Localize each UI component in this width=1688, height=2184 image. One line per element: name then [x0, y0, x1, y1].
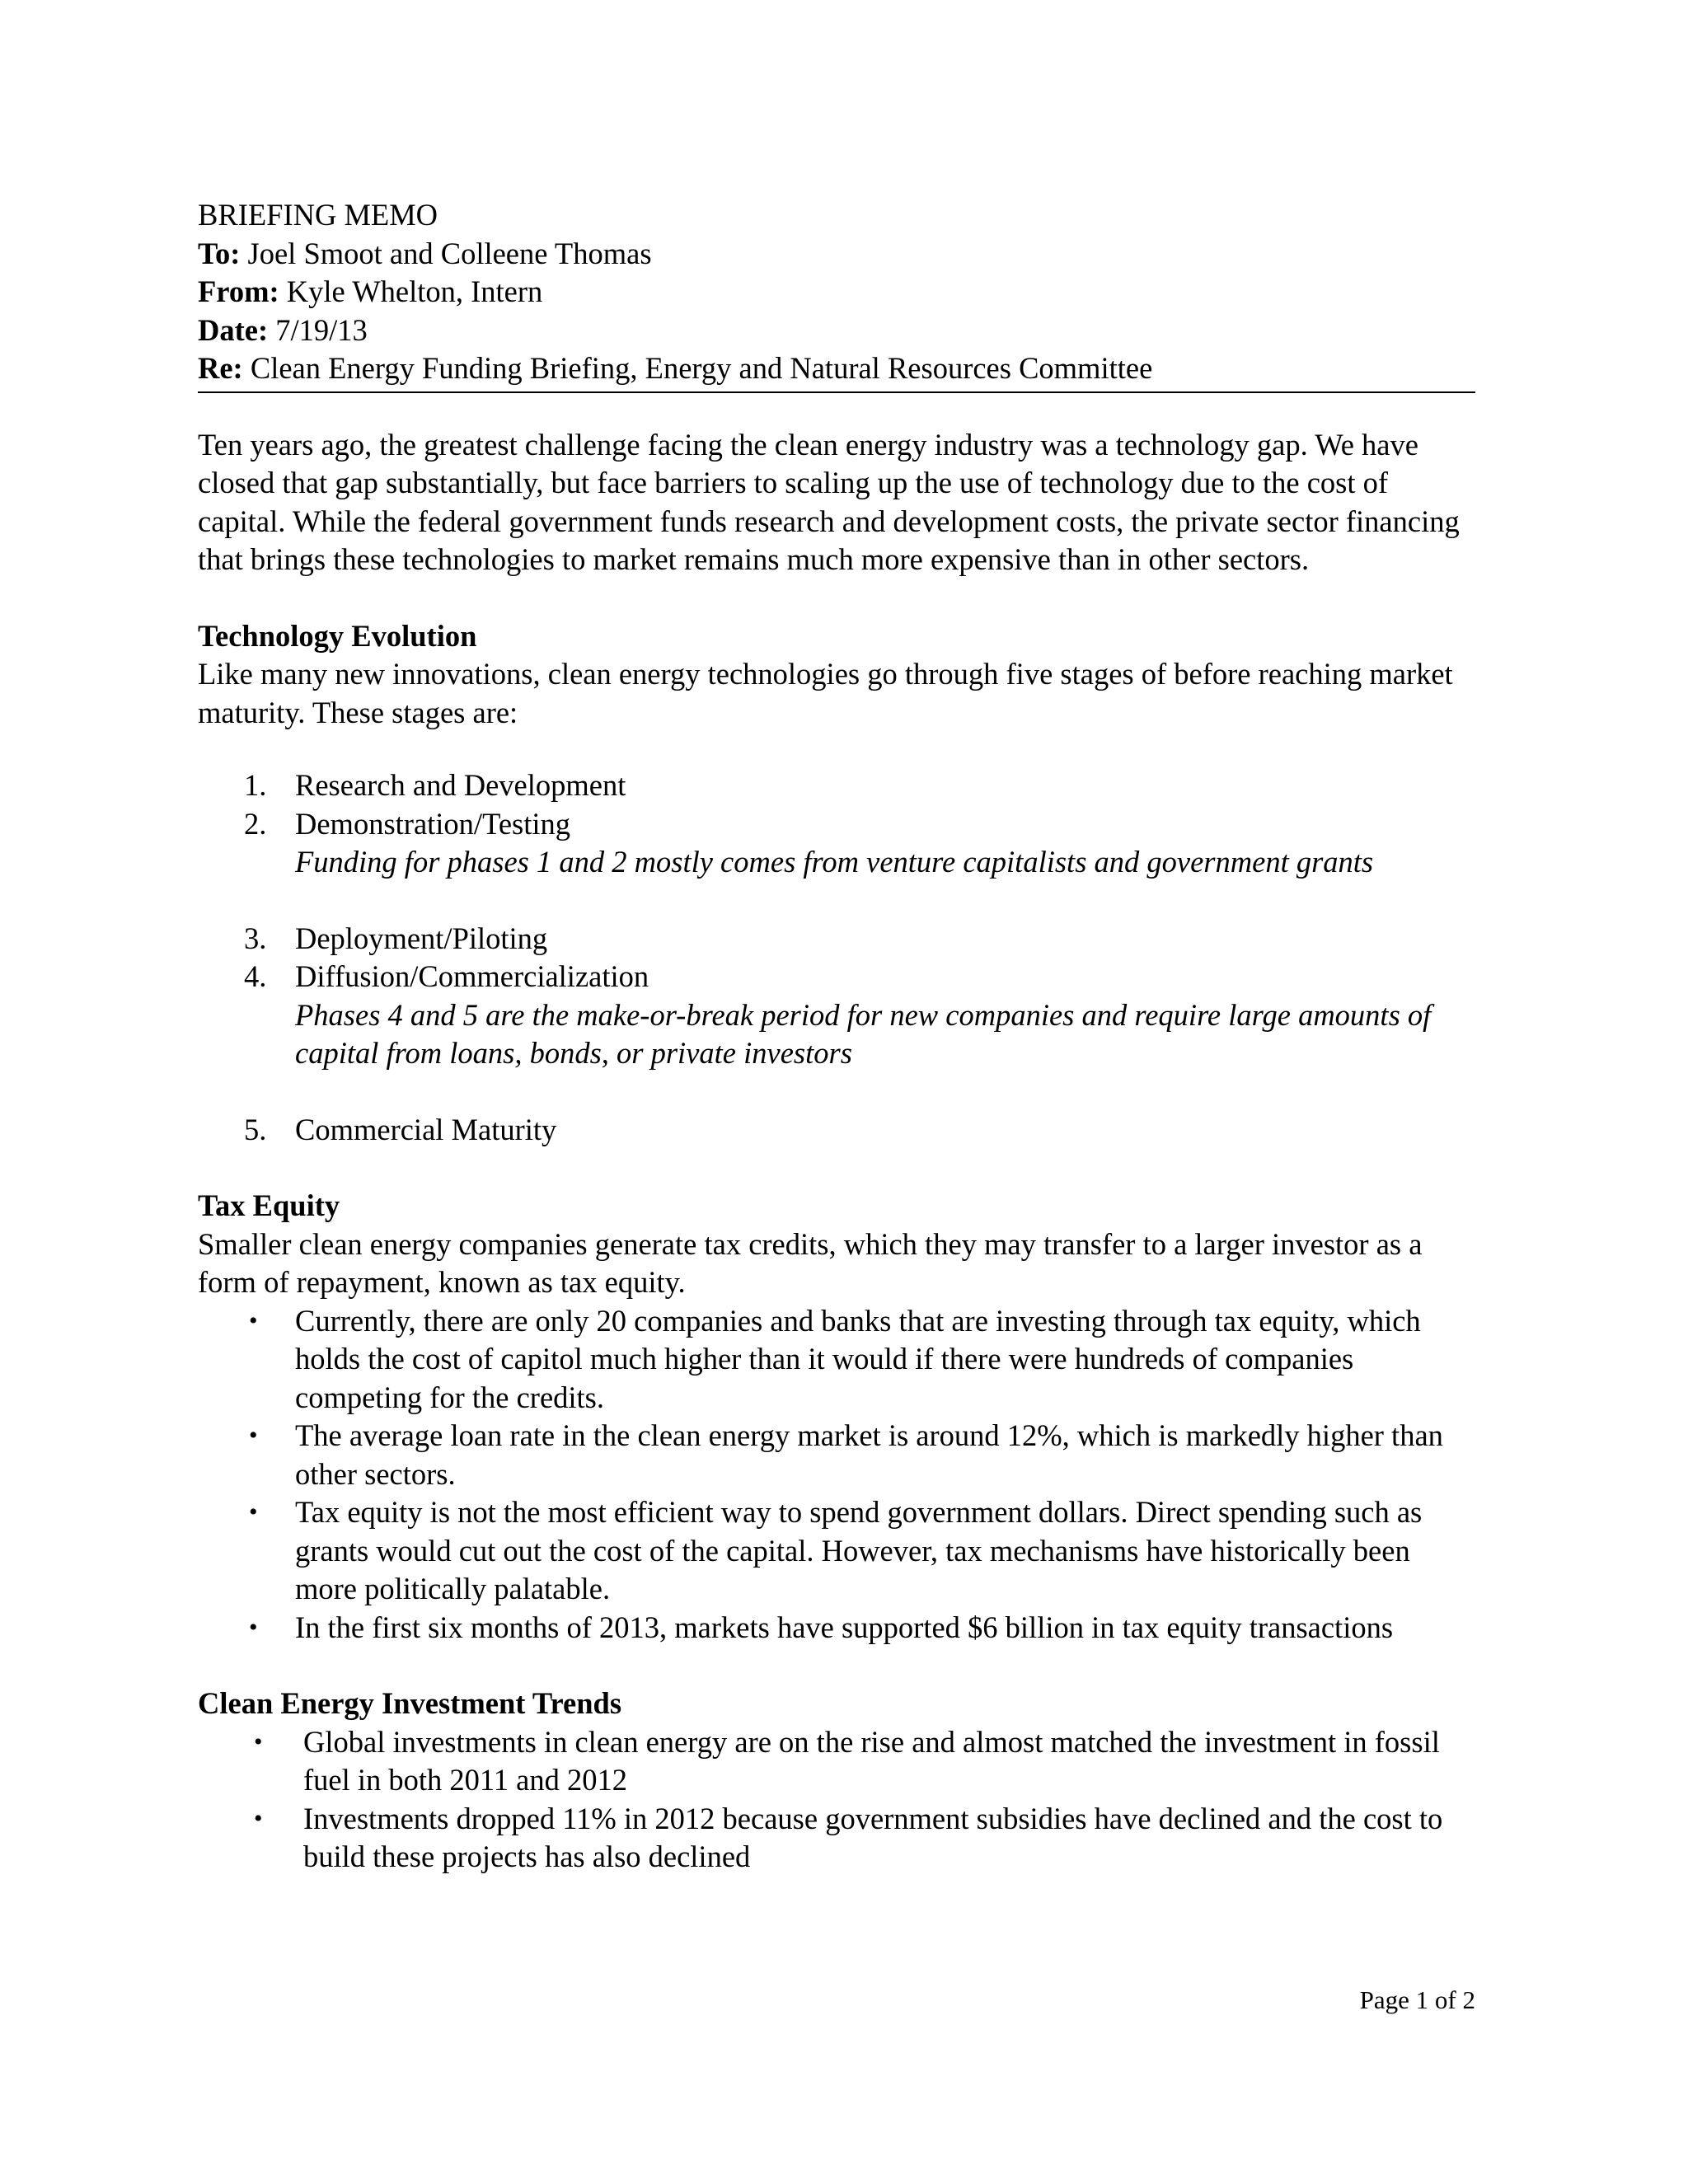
stage-label: Diffusion/Commercialization	[295, 959, 649, 993]
stage-label: Research and Development	[295, 768, 626, 802]
stages-list	[198, 766, 1475, 1149]
list-spacer	[198, 882, 1475, 920]
bullet-text: The average loan rate in the clean energy market is around 12%, which is markedly higher than other sectors.	[295, 1418, 1443, 1491]
to-label: To:	[198, 236, 241, 270]
date-line	[198, 312, 1475, 350]
stage-number: 2.	[244, 806, 267, 841]
header-divider	[198, 391, 1475, 393]
memo-title: BRIEFING MEMO	[198, 198, 438, 232]
list-item	[198, 958, 1475, 1073]
stage-label: Commercial Maturity	[295, 1112, 557, 1146]
stage-number: 5.	[244, 1112, 267, 1146]
stage-number: 3.	[244, 921, 267, 955]
bullet-text: In the first six months of 2013, markets have supported $6 billion in tax equity transactions	[295, 1610, 1394, 1644]
trends-section	[198, 1685, 1475, 1877]
intro-paragraph: Ten years ago, the greatest challenge facing the clean energy industry was a technology gap. We have closed that gap substantially, but face barriers to scaling up the use of technology due to the cost of capital. While the federal government funds research and development costs, the private sector financing that brings these technologies to market remains much more expensive than in other sectors.	[198, 427, 1460, 576]
list-item	[198, 1723, 1474, 1800]
list-item	[198, 1800, 1474, 1877]
date-value: 7/19/13	[268, 312, 368, 347]
list-item	[198, 1493, 1465, 1609]
bullet-icon: •	[249, 1306, 258, 1334]
trends-heading: Clean Energy Investment Trends	[198, 1686, 622, 1720]
date-label: Date:	[198, 312, 269, 347]
page-number: Page 1 of 2	[1359, 1985, 1475, 2014]
bullet-icon: •	[249, 1422, 258, 1449]
from-label: From:	[198, 274, 279, 308]
list-item	[198, 1111, 1475, 1150]
bullet-icon: •	[249, 1613, 258, 1641]
bullet-text: Currently, there are only 20 companies and banks that are investing through tax equity, which holds the cost of capitol much higher than it would if there were hundreds of companies competing for the credits.	[295, 1303, 1421, 1414]
list-item	[198, 920, 1475, 958]
stage-label: Deployment/Piloting	[295, 921, 548, 955]
trends-bullets	[198, 1723, 1475, 1877]
tax-equity-section	[198, 1187, 1475, 1647]
stage-label: Demonstration/Testing	[295, 806, 571, 841]
bullet-icon: •	[254, 1804, 263, 1832]
list-item	[198, 1609, 1465, 1647]
from-line	[198, 273, 1475, 312]
tax-equity-heading: Tax Equity	[198, 1188, 340, 1222]
tax-equity-bullets	[198, 1302, 1475, 1647]
memo-page	[198, 196, 1475, 1877]
technology-heading: Technology Evolution	[198, 618, 477, 653]
re-value: Clean Energy Funding Briefing, Energy and Natural Resources Committee	[242, 351, 1153, 385]
technology-text: Like many new innovations, clean energy technologies go through five stages of before reaching market maturity. These stages are:	[198, 657, 1453, 729]
memo-header	[198, 196, 1475, 393]
from-value: Kyle Whelton, Intern	[279, 274, 543, 308]
stage-note: Funding for phases 1 and 2 mostly comes from venture capitalists and government grants	[295, 845, 1374, 879]
bullet-icon: •	[254, 1727, 263, 1755]
stage-number: 1.	[244, 768, 267, 802]
list-item	[198, 1417, 1465, 1493]
list-item	[198, 766, 1475, 805]
bullet-text: Tax equity is not the most efficient way to spend government dollars. Direct spending such as grants would cut out the cost of the capital. However, tax mechanisms have historically been more politically palatable.	[295, 1495, 1423, 1605]
to-line	[198, 235, 1475, 274]
stage-note: Phases 4 and 5 are the make-or-break period for new companies and require large amounts of capital from loans, bonds, or private investors	[295, 997, 1432, 1070]
to-value: Joel Smoot and Colleene Thomas	[240, 236, 652, 270]
bullet-text: Investments dropped 11% in 2012 because government subsidies have declined and the cost to build these projects has also declined	[303, 1801, 1443, 1873]
technology-section	[198, 617, 1475, 1150]
list-item	[198, 805, 1475, 882]
re-label: Re:	[198, 351, 243, 385]
bullet-text: Global investments in clean energy are on the rise and almost matched the investment in fossil fuel in both 2011 and 2012	[303, 1724, 1440, 1797]
bullet-icon: •	[249, 1498, 258, 1526]
stage-number: 4.	[244, 959, 267, 993]
list-spacer	[198, 1073, 1475, 1111]
list-item	[198, 1302, 1465, 1418]
re-line	[198, 349, 1475, 388]
tax-equity-text: Smaller clean energy companies generate tax credits, which they may transfer to a larger investor as a form of repayment, known as tax equity.	[198, 1226, 1423, 1299]
